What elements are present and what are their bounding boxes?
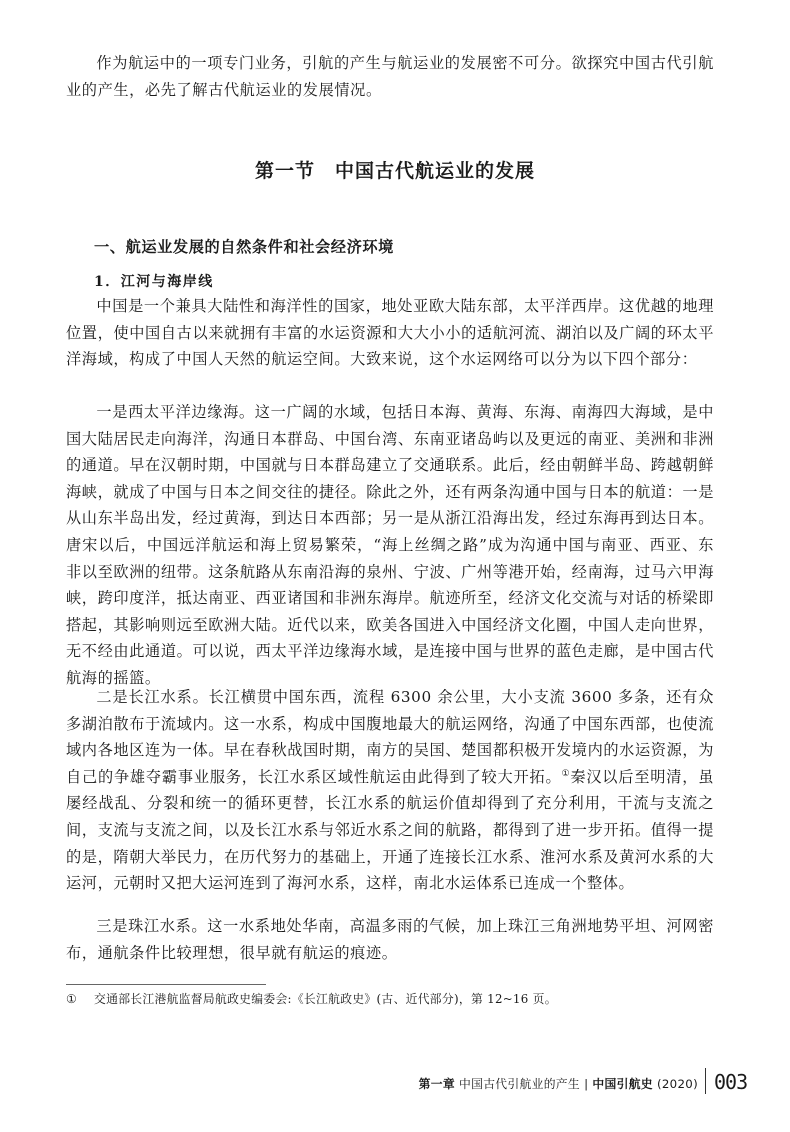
paragraph-4: 三是珠江水系。这一水系地处华南，高温多雨的气候，加上珠江三角洲地势平坦、河网密布，通航条件比较理想，很早就有航运的痕迹。 xyxy=(66,917,714,962)
page-number: 003 xyxy=(714,1070,748,1094)
running-footer xyxy=(419,1075,698,1092)
footer-chapter-title: 中国古代引航业的产生 xyxy=(459,1077,580,1091)
footnote-reference[interactable]: ① xyxy=(561,768,571,779)
footnote-text: 交通部长江港航监督局航政史编委会:《长江航政史》(古、近代部分)，第 12~16 页。 xyxy=(94,992,557,1006)
footer-separator: | xyxy=(584,1077,589,1091)
footnote-marker: ① xyxy=(66,992,77,1006)
paragraph-3 xyxy=(66,684,714,897)
footer-book-title: 中国引航史 xyxy=(592,1077,653,1091)
section-title: 第一节 中国古代航运业的发展 xyxy=(254,160,535,182)
heading-level-2: 1．江河与海岸线 xyxy=(94,274,214,290)
paragraph-1: 中国是一个兼具大陆性和海洋性的国家，地处亚欧大陆东部，太平洋西岸。这优越的地理位置，使中国自古以来就拥有丰富的水运资源和大大小小的适航河流、湖泊以及广阔的环太平洋海域，构成了中国人天然的航运空间。大致来说，这个水运网络可以分为以下四个部分： xyxy=(66,297,714,369)
footer-chapter: 第一章 xyxy=(418,1077,455,1091)
footnote xyxy=(66,990,726,1008)
heading-level-1: 一、航运业发展的自然条件和社会经济环境 xyxy=(94,238,394,256)
paragraph-3-part-a: 二是长江水系。长江横贯中国东西，流程 6300 余公里，大小支流 3600 多条，还有众多湖泊散布于流域内。这一水系，构成中国腹地最大的航运网络，沟通了中国东西部，也使流域内各地区连为一体。早在春秋战国时期，南方的吴国、楚国都积极开发境内的水运资源，为自己的争雄夺霸事业服务，长江水系区域性航运由此得到了较大开拓。 xyxy=(66,688,714,786)
paragraph-3-part-b: 秦汉以后至明清，虽屡经战乱、分裂和统一的循环更替，长江水系的航运价值却得到了充分利用，干流与支流之间，支流与支流之间，以及长江水系与邻近水系之间的航路，都得到了进一步开拓。值得一提的是，隋朝大举民力，在历代努力的基础上，开通了连接长江水系、淮河水系及黄河水系的大运河，元朝时又把大运河连到了海河水系，这样，南北水运体系已连成一个整体。 xyxy=(66,767,714,893)
page-number-divider xyxy=(705,1068,706,1094)
footnote-divider xyxy=(66,984,266,985)
intro-paragraph: 作为航运中的一项专门业务，引航的产生与航运业的发展密不可分。欲探究中国古代引航业的产生，必先了解古代航运业的发展情况。 xyxy=(66,54,714,99)
paragraph-2: 一是西太平洋边缘海。这一广阔的水域，包括日本海、黄海、东海、南海四大海域，是中国大陆居民走向海洋，沟通日本群岛、中国台湾、东南亚诸岛屿以及更远的南亚、美洲和非洲的通道。早在汉朝时期，中国就与日本群岛建立了交通联系。此后，经由朝鲜半岛、跨越朝鲜海峡，就成了中国与日本之间交往的捷径。除此之外，还有两条沟通中国与日本的航道：一是从山东半岛出发，经过黄海，到达日本西部；另一是从浙江沿海出发，经过东海再到达日本。唐宋以后，中国远洋航运和海上贸易繁荣，“海上丝绸之路”成为沟通中国与南亚、西亚、东非以至欧洲的纽带。这条航路从东南沿海的泉州、宁波、广州等港开始，经南海，过马六甲海峡，跨印度洋，抵达南亚、西亚诸国和非洲东海岸。航迹所至，经济文化交流与对话的桥梁即搭起，其影响则远至欧洲大陆。近代以来，欧美各国进入中国经济文化圈，中国人走向世界，无不经由此通道。可以说，西太平洋边缘海水域，是连接中国与世界的蓝色走廊，是中国古代航海的摇篮。 xyxy=(66,403,714,687)
footer-year: (2020) xyxy=(656,1077,698,1091)
